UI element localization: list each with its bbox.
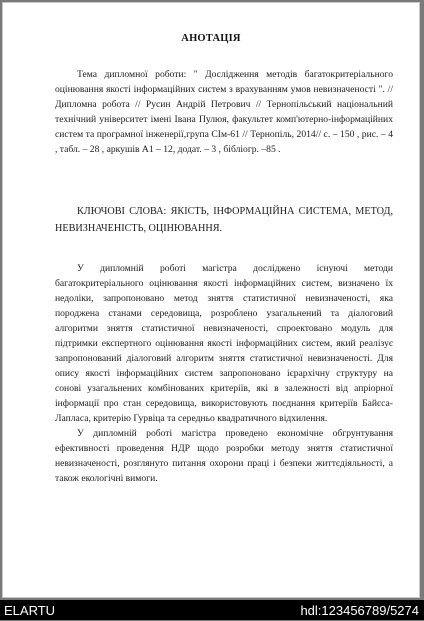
keywords-block xyxy=(55,203,393,237)
body-paragraph-2: У дипломній роботі магістра проведено економічне обгрунтування ефективності проведення НДР щодо розробки методу зняття статистичної невизначеності, розглянуто питання охорони праці і безпеки життєдіяльності, а також екологічні вимоги. xyxy=(55,428,393,484)
document-page xyxy=(2,2,420,598)
footer-bar xyxy=(0,600,424,620)
handle-label: hdl:123456789/5274 xyxy=(300,603,419,618)
repository-label: ELARTU xyxy=(4,603,56,618)
abstract-block xyxy=(55,67,393,157)
page-title: АНОТАЦІЯ xyxy=(181,33,241,44)
keywords-line: КЛЮЧОВІ СЛОВА: ЯКІСТЬ, ІНФОРМАЦІЙНА СИСТЕМА, МЕТОД, НЕВИЗНАЧЕНІСТЬ, ОЦІНЮВАННЯ. xyxy=(55,206,393,234)
abstract-paragraph: Тема дипломної роботи: " Дослідження методів багатокритеріального оцінювання якості інформаційних систем з врахуванням умов невизначеності ". // Дипломна робота // Русин Андрій Петрович // Тернопільський національний технічний університет імені Івана Пулюя, факультет комп'ютерно-інформаційних систем та програмної інженерії,група СІм-61 // Тернопіль, 2014// с. – 150 , рис. – 4 , табл. – 28 , аркушів А1 – 12, додат. – 3 , бібліогр. –85 . xyxy=(55,69,393,155)
body-block xyxy=(55,261,393,486)
body-paragraph-1: У дипломній роботі магістра досліджено існуючі методи багатокритеріального оцінювання якості інформаційних систем, визначено їх недоліки, запропоновано метод зняття статистичної невизначеності, яка породжена станами середовища, розроблено узагальнений та діалоговий алгоритми зняття статистичної невизначеності, спроектовано модуль для підтримки експертного оцінювання якості інформаційних систем, який реалізує запропонований діалоговий алгоритм зняття статистичної невизначеності. Для опису якості інформаційних систем запропоновано ієрархічну структуру на сонові узагальнених комбінованих критеріїв, які в залежності від апріорної інформації про стан середовища, використовують поєднання критеріїв Байєса-Лапласа, критерію Гурвіца та середньо квадратичного відхилення. xyxy=(55,263,393,424)
